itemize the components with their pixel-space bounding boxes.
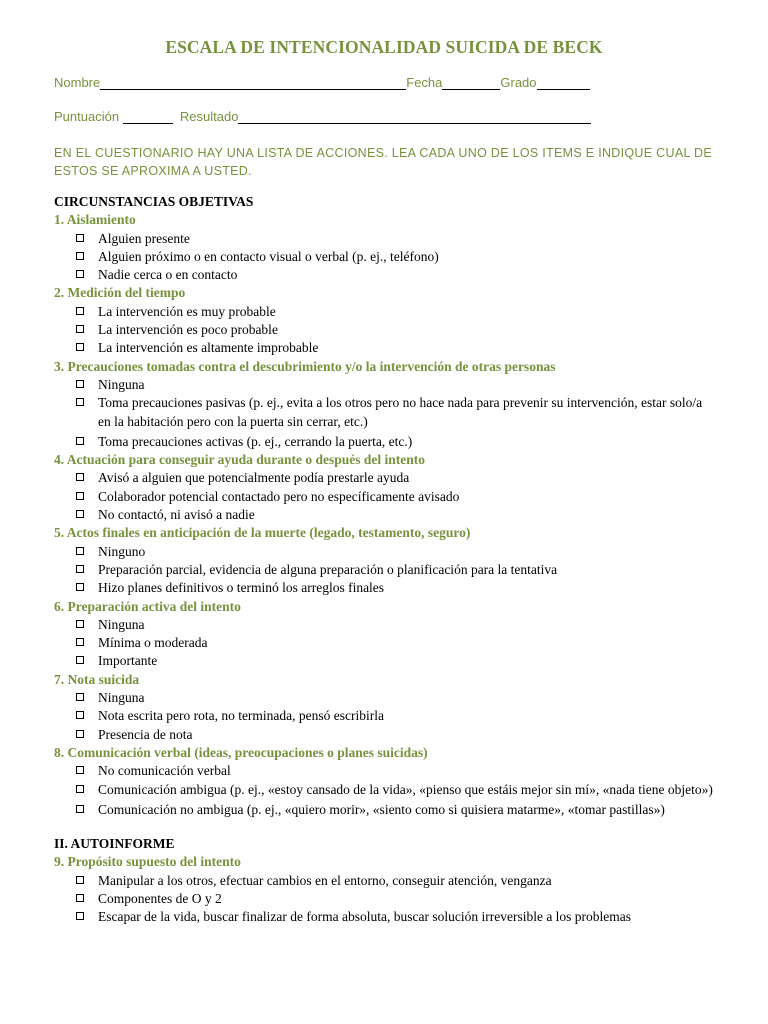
item-heading: 7. Nota suicida (54, 671, 140, 687)
checkbox[interactable] (76, 473, 84, 481)
item-heading: 1. Aislamiento (54, 212, 136, 228)
option-label: Escapar de la vida, buscar finalizar de forma absoluta, buscar solución irreversible a los problemas (98, 909, 632, 925)
checkbox[interactable] (76, 785, 84, 793)
section-items (54, 853, 714, 926)
option-row[interactable] (54, 230, 714, 248)
resultado-label: Resultado (179, 109, 239, 124)
option-label: Alguien presente (98, 230, 190, 246)
checkbox[interactable] (76, 805, 84, 813)
checkbox[interactable] (76, 380, 84, 388)
option-row[interactable] (54, 321, 714, 339)
section-items (54, 211, 714, 819)
option-row[interactable] (54, 726, 714, 744)
nombre-field[interactable] (100, 75, 406, 90)
fecha-field[interactable] (442, 75, 500, 90)
option-label: Importante (98, 653, 158, 669)
section-heading: II. AUTOINFORME (54, 836, 175, 852)
option-row[interactable] (54, 561, 714, 579)
option-label: Presencia de nota (98, 726, 193, 742)
option-row[interactable] (54, 543, 714, 561)
checkbox[interactable] (76, 270, 84, 278)
option-row[interactable] (54, 266, 714, 284)
checkbox[interactable] (76, 343, 84, 351)
option-row[interactable] (54, 689, 714, 707)
checkbox[interactable] (76, 894, 84, 902)
option-row[interactable] (54, 579, 714, 597)
option-label: Ninguno (98, 543, 146, 559)
option-row[interactable] (54, 248, 714, 266)
checkbox[interactable] (76, 912, 84, 920)
checkbox[interactable] (76, 766, 84, 774)
checkbox[interactable] (76, 510, 84, 518)
option-label: No contactó, ni avisó a nadie (98, 507, 255, 523)
puntuacion-field[interactable] (123, 109, 173, 124)
name-date-grade-row (54, 75, 590, 90)
fecha-label: Fecha (406, 75, 443, 90)
option-label: Alguien próximo o en contacto visual o verbal (p. ej., teléfono) (98, 248, 439, 264)
grado-field[interactable] (537, 75, 590, 90)
option-row[interactable] (54, 376, 714, 394)
option-label: Colaborador potencial contactado pero no específicamente avisado (98, 488, 460, 504)
questionnaire (54, 193, 714, 929)
option-label: Ninguna (98, 376, 145, 392)
checkbox[interactable] (76, 325, 84, 333)
option-label: Preparación parcial, evidencia de alguna preparación o planificación para la tentativa (98, 561, 558, 577)
option-row[interactable] (54, 616, 714, 634)
checkbox[interactable] (76, 711, 84, 719)
option-row[interactable] (54, 303, 714, 321)
resultado-field[interactable] (238, 109, 591, 124)
option-row[interactable] (54, 394, 714, 431)
checkbox[interactable] (76, 565, 84, 573)
checkbox[interactable] (76, 730, 84, 738)
checkbox[interactable] (76, 876, 84, 884)
item-heading: 3. Precauciones tomadas contra el descubrimiento y/o la intervención de otras personas (54, 358, 556, 374)
option-label: La intervención es poco probable (98, 322, 278, 338)
option-label: No comunicación verbal (98, 763, 231, 779)
option-label: Comunicación no ambigua (p. ej., «quiero morir», «siento como si quisiera matarme», «tomar pastillas») (98, 801, 665, 817)
option-row[interactable] (54, 908, 714, 926)
option-row[interactable] (54, 469, 714, 487)
item-heading: 6. Preparación activa del intento (54, 598, 241, 614)
score-result-row (54, 109, 591, 124)
option-row[interactable] (54, 890, 714, 908)
item-heading: 5. Actos finales en anticipación de la muerte (legado, testamento, seguro) (54, 525, 471, 541)
section-heading: CIRCUNSTANCIAS OBJETIVAS (54, 194, 254, 209)
option-label: Toma precauciones pasivas (p. ej., evita a los otros pero no hace nada para prevenir su intervención, estar solo/a en la habitación pero con la puerta sin cerrar, etc.) (98, 395, 703, 429)
option-label: Toma precauciones activas (p. ej., cerrando la puerta, etc.) (98, 433, 413, 449)
option-label: Mínima o moderada (98, 635, 208, 651)
option-row[interactable] (54, 339, 714, 357)
option-row[interactable] (54, 506, 714, 524)
option-row[interactable] (54, 433, 714, 451)
grado-label: Grado (500, 75, 537, 90)
checkbox[interactable] (76, 234, 84, 242)
option-label: Manipular a los otros, efectuar cambios en el entorno, conseguir atención, venganza (98, 872, 552, 888)
page-title: ESCALA DE INTENCIONALIDAD SUICIDA DE BECK (165, 37, 603, 57)
option-row[interactable] (54, 801, 714, 819)
checkbox[interactable] (76, 583, 84, 591)
option-label: La intervención es muy probable (98, 303, 276, 319)
option-row[interactable] (54, 652, 714, 670)
option-label: Nota escrita pero rota, no terminada, pensó escribirla (98, 708, 385, 724)
checkbox[interactable] (76, 307, 84, 315)
option-row[interactable] (54, 762, 714, 780)
checkbox[interactable] (76, 656, 84, 664)
option-label: Ninguna (98, 690, 145, 706)
checkbox[interactable] (76, 638, 84, 646)
item-heading: 4. Actuación para conseguir ayuda durante o después del intento (54, 452, 426, 468)
checkbox[interactable] (76, 252, 84, 260)
nombre-label: Nombre (54, 75, 101, 90)
option-label: Avisó a alguien que potencialmente podía prestarle ayuda (98, 470, 410, 486)
item-heading: 8. Comunicación verbal (ideas, preocupaciones o planes suicidas) (54, 744, 428, 760)
option-label: La intervención es altamente improbable (98, 340, 319, 356)
option-row[interactable] (54, 872, 714, 890)
checkbox[interactable] (76, 693, 84, 701)
option-label: Comunicación ambigua (p. ej., «estoy cansado de la vida», «pienso que estáis mejor sin mí», «nada tiene objeto») (98, 781, 713, 797)
checkbox[interactable] (76, 620, 84, 628)
item-heading: 9. Propósito supuesto del intento (54, 854, 241, 870)
option-row[interactable] (54, 488, 714, 506)
option-label: Ninguna (98, 616, 145, 632)
option-label: Nadie cerca o en contacto (98, 267, 238, 283)
checkbox[interactable] (76, 547, 84, 555)
checkbox[interactable] (76, 398, 84, 406)
option-row[interactable] (54, 781, 714, 799)
instructions: EN EL CUESTIONARIO HAY UNA LISTA DE ACCIONES. LEA CADA UNO DE LOS ITEMS E INDIQUE CUAL DE ESTOS SE APROXIMA A USTED. (54, 146, 712, 178)
option-label: Hizo planes definitivos o terminó los arreglos finales (98, 580, 385, 596)
checkbox[interactable] (76, 492, 84, 500)
option-label: Componentes de O y 2 (98, 890, 222, 906)
option-row[interactable] (54, 634, 714, 652)
option-row[interactable] (54, 707, 714, 725)
item-heading: 2. Medición del tiempo (54, 285, 186, 301)
checkbox[interactable] (76, 437, 84, 445)
puntuacion-label: Puntuación (54, 109, 120, 124)
